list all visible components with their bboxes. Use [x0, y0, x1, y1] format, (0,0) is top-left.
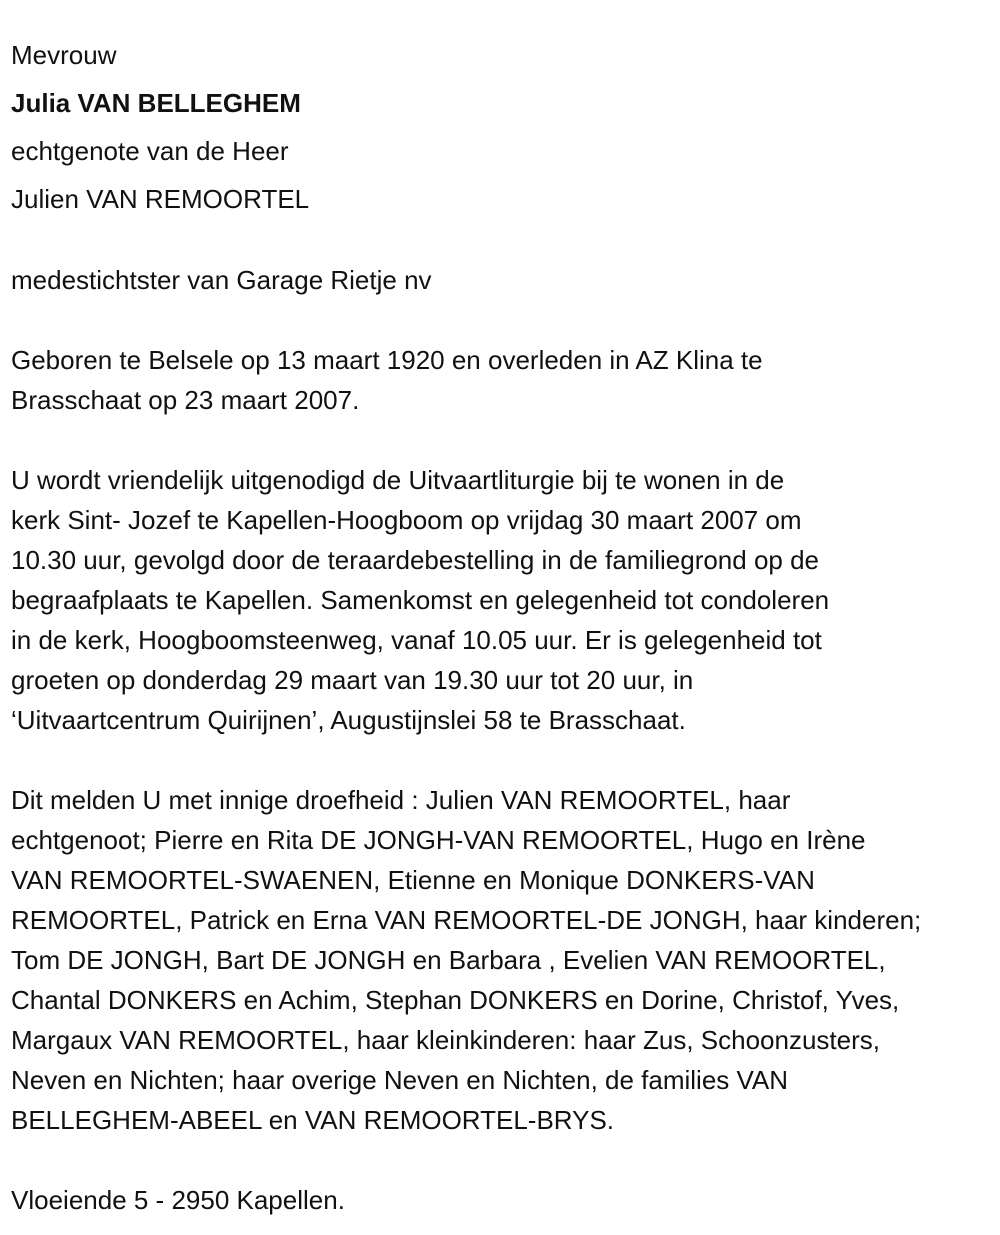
- salutation: Mevrouw: [11, 40, 117, 70]
- text-line: Brasschaat op 23 maart 2007.: [11, 385, 360, 415]
- obituary-notice: [11, 31, 921, 1220]
- address-paragraph: [11, 1180, 921, 1220]
- text-line: medestichtster van Garage Rietje nv: [11, 265, 432, 295]
- text-line: VAN REMOORTEL-SWAENEN, Etienne en Monique DONKERS-VAN: [11, 865, 815, 895]
- text-line: begraafplaats te Kapellen. Samenkomst en gelegenheid tot condoleren: [11, 585, 830, 615]
- text-line: echtgenoot; Pierre en Rita DE JONGH-VAN REMOORTEL, Hugo en Irène: [11, 825, 866, 855]
- occupation-paragraph: [11, 260, 921, 300]
- text-line: 10.30 uur, gevolgd door de teraardebestelling in de familiegrond op de: [11, 545, 820, 575]
- text-line: kerk Sint- Jozef te Kapellen-Hoogboom op vrijdag 30 maart 2007 om: [11, 505, 802, 535]
- funeral-details-paragraph: [11, 460, 921, 740]
- text-line: REMOORTEL, Patrick en Erna VAN REMOORTEL-DE JONGH, haar kinderen;: [11, 905, 922, 935]
- text-line: Vloeiende 5 - 2950 Kapellen.: [11, 1185, 345, 1215]
- text-line: Chantal DONKERS en Achim, Stephan DONKERS en Dorine, Christof, Yves,: [11, 985, 900, 1015]
- text-line: in de kerk, Hoogboomsteenweg, vanaf 10.05 uur. Er is gelegenheid tot: [11, 625, 822, 655]
- birth-death-paragraph: [11, 340, 921, 420]
- spouse-name: Julien VAN REMOORTEL: [11, 184, 310, 214]
- text-line: Dit melden U met innige droefheid : Julien VAN REMOORTEL, haar: [11, 785, 791, 815]
- text-line: BELLEGHEM-ABEEL en VAN REMOORTEL-BRYS.: [11, 1105, 615, 1135]
- deceased-name: Julia VAN BELLEGHEM: [11, 88, 301, 118]
- text-line: groeten op donderdag 29 maart van 19.30 uur tot 20 uur, in: [11, 665, 694, 695]
- text-line: ‘Uitvaartcentrum Quirijnen’, Augustijnslei 58 te Brasschaat.: [11, 705, 686, 735]
- text-line: Neven en Nichten; haar overige Neven en Nichten, de families VAN: [11, 1065, 789, 1095]
- family-paragraph: [11, 780, 921, 1140]
- text-line: Geboren te Belsele op 13 maart 1920 en overleden in AZ Klina te: [11, 345, 763, 375]
- notice-header: [11, 31, 921, 223]
- text-line: Tom DE JONGH, Bart DE JONGH en Barbara , Evelien VAN REMOORTEL,: [11, 945, 886, 975]
- relation: echtgenote van de Heer: [11, 136, 289, 166]
- text-line: Margaux VAN REMOORTEL, haar kleinkinderen: haar Zus, Schoonzusters,: [11, 1025, 880, 1055]
- text-line: U wordt vriendelijk uitgenodigd de Uitvaartliturgie bij te wonen in de: [11, 465, 785, 495]
